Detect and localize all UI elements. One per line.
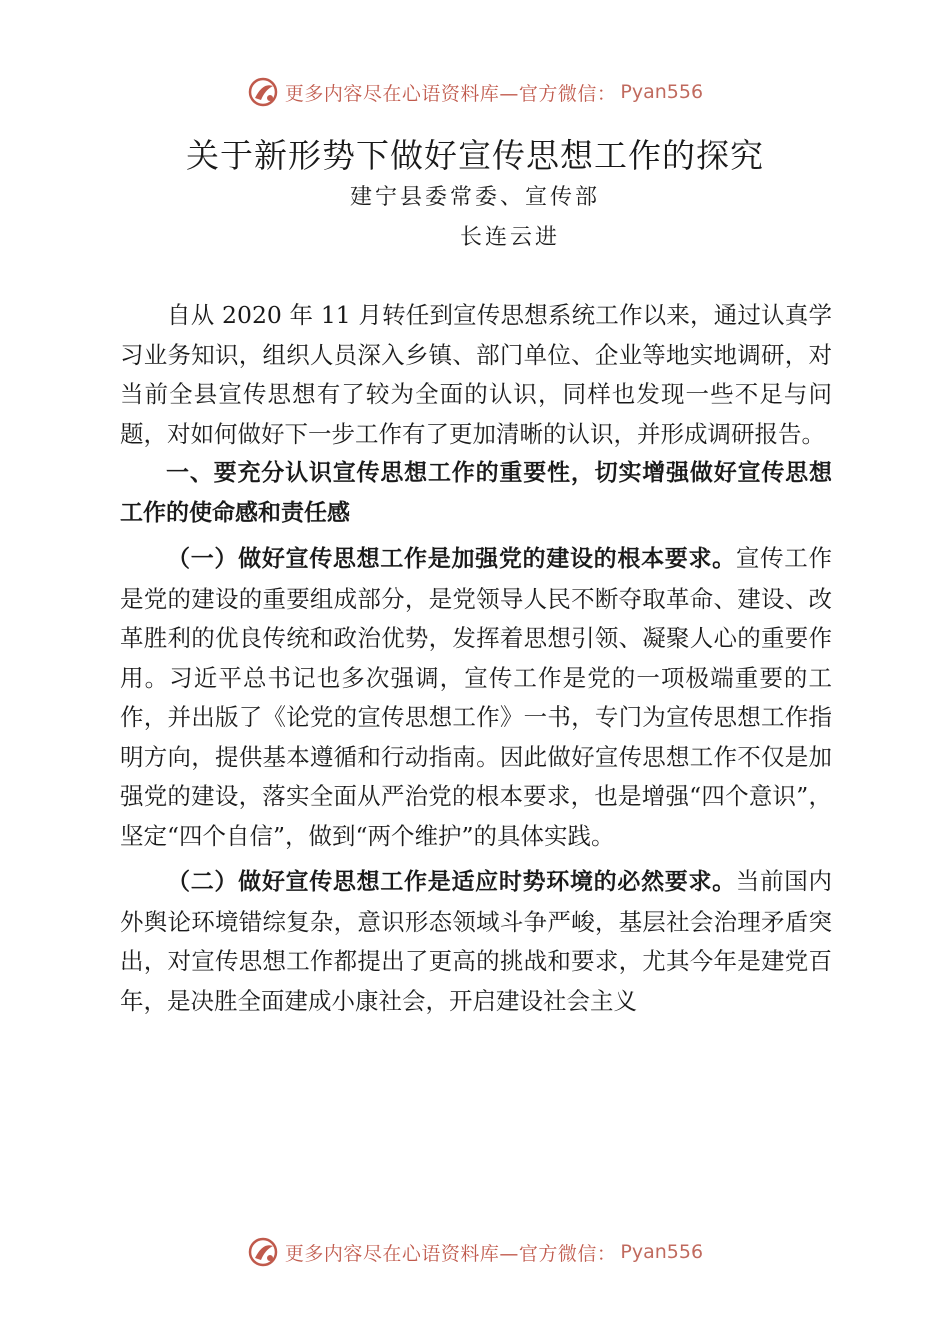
section-1-head: （一）做好宣传思想工作是加强党的建设的根本要求。 bbox=[167, 546, 736, 572]
section-2-text: 当前国内外舆论环境错综复杂，意识形态领域斗争严峻，基层社会治理矛盾突出，对宣传思想工作都提出了更高的挑战和要求，尤其今年是建党百年，是决胜全面建成小康社会，开启建设社会主义 bbox=[120, 867, 833, 1015]
intro-paragraph: 自从 2020 年 11 月转任到宣传思想系统工作以来，通过认真学习业务知识，组织人员深入乡镇、部门单位、企业等地实地调研，对当前全县宣传思想有了较为全面的认识，同样也发现一些不足与问题，对如何做好下一步工作有了更加清晰的认识，并形成调研报告。 bbox=[120, 301, 832, 448]
watermark-header bbox=[0, 76, 950, 108]
watermark-footer bbox=[0, 1236, 950, 1268]
section-1-text: 宣传工作是党的建设的重要组成部分，是党领导人民不断夺取革命、建设、改革胜利的优良传统和政治优势，发挥着思想引领、凝聚人心的重要作用。习近平总书记也多次强调，宣传工作是党的一项极端重要的工作，并出版了《论党的宣传思想工作》一书，专门为宣传思想工作指明方向，提供基本遵循和行动指南。因此做好宣传思想工作不仅是加强党的建设，落实全面从严治党的根本要求，也是增强“四个意识”，坚定“四个自信”，做到“两个维护”的具体实践。 bbox=[120, 544, 833, 850]
document-title: 关于新形势下做好宣传思想工作的探究 bbox=[186, 136, 764, 175]
watermark-logo-icon bbox=[247, 1236, 279, 1268]
watermark-handle: Pyan556 bbox=[620, 1241, 704, 1263]
watermark-text: 更多内容尽在心语资料库—官方微信： bbox=[284, 82, 617, 105]
section-1-paragraph bbox=[120, 539, 832, 856]
document-body bbox=[120, 296, 832, 1021]
section-2-head: （二）做好宣传思想工作是适应时势环境的必然要求。 bbox=[167, 869, 736, 895]
watermark-handle: Pyan556 bbox=[620, 81, 704, 103]
document-author: 长连云进 bbox=[460, 225, 561, 250]
watermark-text: 更多内容尽在心语资料库—官方微信： bbox=[284, 1242, 617, 1265]
document-subtitle: 建宁县委常委、宣传部 bbox=[349, 185, 600, 210]
section-2-paragraph bbox=[120, 862, 832, 1021]
watermark-logo-icon bbox=[247, 76, 279, 108]
section-heading-1: 一、要充分认识宣传思想工作的重要性，切实增强做好宣传思想工作的使命感和责任感 bbox=[120, 460, 832, 526]
